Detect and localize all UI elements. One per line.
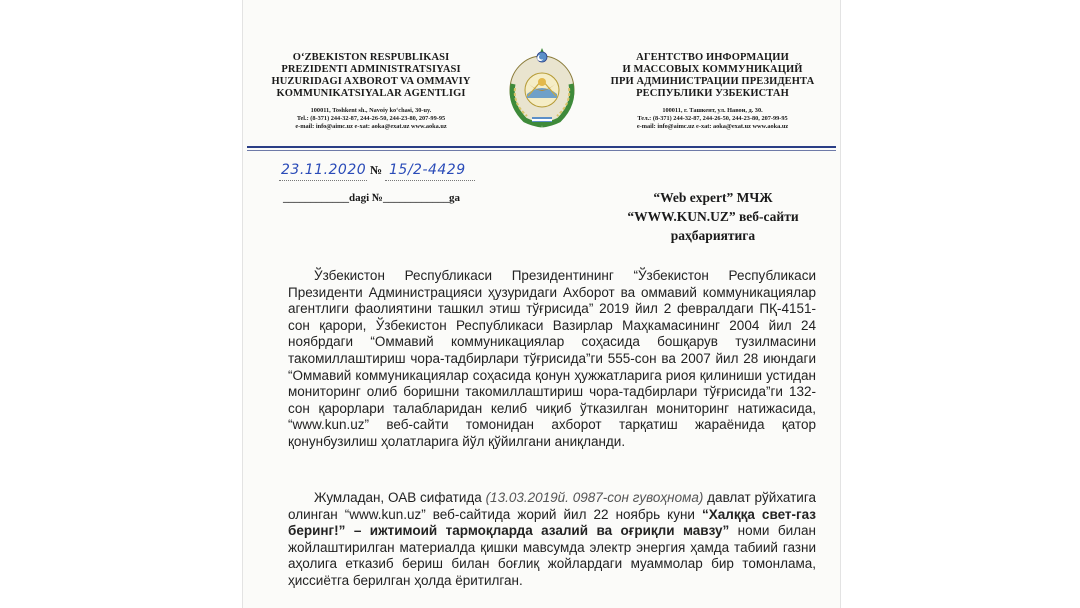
date-underline <box>279 180 367 181</box>
header-right-block <box>605 52 820 131</box>
handwritten-number: 15/2-4429 <box>389 162 466 178</box>
right-address-line: 100011, г. Ташкент, ул. Навои, д. 30. <box>662 107 763 114</box>
right-org-line: АГЕНТСТВО ИНФОРМАЦИИ <box>636 52 789 63</box>
p2-text-b: давлат рўйхатига олинган “www.kun.uz” веб-сайтида жорий йил 22 ноябрь куни <box>288 490 816 522</box>
left-org-line: HUZURIDAGI AXBOROT VA OMMAVIY <box>271 76 471 87</box>
body-paragraph-2 <box>288 490 816 590</box>
recipient-line: “WWW.KUN.UZ” веб-сайти <box>627 209 799 224</box>
right-address-line: Тел.: (8-371) 244-32-87, 244-26-50, 244-23-80, 207-99-95 <box>637 115 788 122</box>
right-org-line: ПРИ АДМИНИСТРАЦИИ ПРЕЗИДЕНТА <box>610 76 815 87</box>
right-address <box>605 107 820 131</box>
header-divider-thick <box>247 146 836 148</box>
header-left-block <box>251 52 491 131</box>
recipient-block <box>613 188 813 245</box>
left-address-line: 100011, Toshkent sh., Navoiy ko‘chasi, 30-uy. <box>310 107 432 114</box>
uzbekistan-state-emblem-icon <box>505 44 579 128</box>
p2-text-c: номи билан жойлаштирилган материалда қишки мавсумда электр энергия ҳамда табиий газни аҳолига етказиб бериш билан боғлиқ жойлардаги муаммолар бир томонлама, ҳиссиётга берилган ҳолда ёритилган. <box>288 523 816 588</box>
handwritten-date: 23.11.2020 <box>281 162 367 178</box>
left-address-line: e-mail: info@aimc.uz e-xat: aoka@exat.uz www.aoka.uz <box>295 123 447 130</box>
recipient-line: раҳбариятига <box>670 228 756 243</box>
p2-text-a: Жумладан, ОАВ сифатида <box>314 490 486 505</box>
right-address-line: e-mail: info@aimc.uz e-xat: aoka@exat.uz www.aoka.uz <box>636 123 789 130</box>
right-org-line: И МАССОВЫХ КОММУНИКАЦИЙ <box>622 64 803 75</box>
left-org-line: KOMMUNIKATSIYALAR AGENTLIGI <box>276 88 466 99</box>
left-address <box>251 107 491 131</box>
body-paragraph-1: Ўзбекистон Республикаси Президентининг “Ўзбекистон Республикаси Президенти Администрацияси ҳузуридаги Ахборот ва оммавий коммуникациялар агентлиги фаолиятини ташкил этиш тўғрисида” 2019 йил 2 февралдаги ПҚ-4151-сон қарори, Ўзбекистон Республикаси Вазирлар Маҳкамасининг 2004 йил 24 ноябрдаги “Оммавий коммуникациялар соҳасида бошқарув тузилмасини такомиллаштириш чора-тадбирлари тўғрисида”ги 555-сон ва 2007 йил 28 июндаги “Оммавий коммуникациялар соҳасида қонун ҳужжатларига риоя қилиниши устидан мониторинг олиб боришни такомиллаштириш чора-тадбирлари тўғрисида”ги 132-сон қарорлари талабларидан келиб чиқиб ўтказилган мониторинг натижасида, “www.kun.uz” веб-сайти томонидан ахборот тарқатиш жараёнида қатор қонунбузилиш ҳолатларига йўл қўйилгани аниқланди. <box>288 268 816 449</box>
reference-dagi-line: ____________dagi №____________ga <box>283 192 460 204</box>
right-org-line: РЕСПУБЛИКИ УЗБЕКИСТАН <box>636 88 789 99</box>
p2-article-title: “Халққа свет-газ беринг!” – ижтимоий тармоқларда азалий ва оғриқли мавзу” <box>288 506 817 539</box>
left-org-name <box>251 52 491 100</box>
right-org-name <box>605 52 820 100</box>
left-org-line: O‘ZBEKISTON RESPUBLIKASI <box>292 52 450 63</box>
left-address-line: Tel.: (8-371) 244-32-87, 244-26-50, 244-23-80, 207-99-95 <box>296 115 446 122</box>
recipient-line: “Web expert” МЧЖ <box>653 190 773 205</box>
header-divider-thin <box>247 150 836 151</box>
number-label: № <box>370 163 383 177</box>
number-underline <box>385 180 475 181</box>
p2-certificate-ref: (13.03.2019й. 0987-сон гувоҳнома) <box>485 490 704 505</box>
letter-page <box>242 0 841 608</box>
left-org-line: PREZIDENTI ADMINISTRATSIYASI <box>281 64 461 75</box>
